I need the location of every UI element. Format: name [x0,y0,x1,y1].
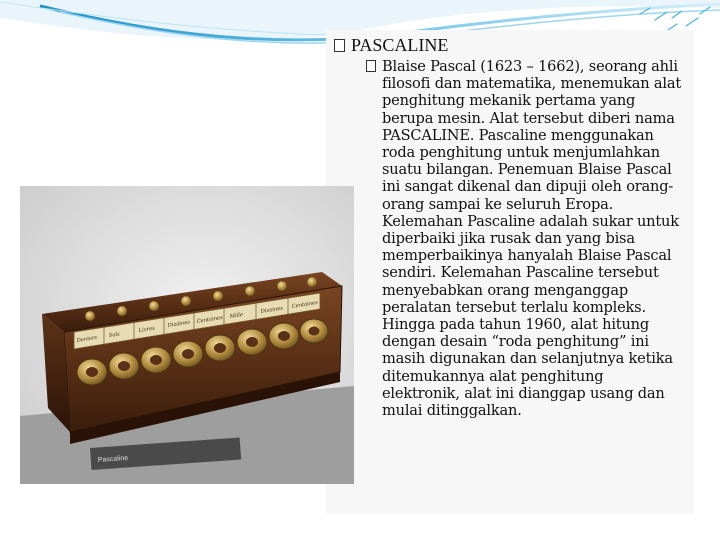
dial-wheel [109,353,139,379]
slide-heading [334,34,448,56]
dial-wheel [237,329,267,355]
dial-wheel [173,341,203,367]
museum-placard: Pascaline [97,454,129,464]
dial-label: Livres [138,325,156,334]
dial-wheel [300,319,328,343]
dial-label: Deniers [76,334,98,344]
dial-label: Dizaines [167,319,191,329]
body-paragraph: Blaise Pascal (1623 – 1662), seorang ahli filosofi dan matematika, menemukan alat penghitung mekanik pertama yang berupa mesin. Alat tersebut diberi nama PASCALINE. Pascaline menggunakan roda penghitung untuk menjumlahkan suatu bilangan. Penemuan Blaise Pascal ini sangat dikenal dan dipuji oleh orang-orang sampai ke seluruh Eropa. Kelemahan Pascaline adalah sukar untuk diperbaiki jika rusak dan yang bisa memperbaikinya hanyalah Blaise Pascal sendiri. Kelemahan Pascaline tersebut menyebabkan orang menganggap peralatan tersebut terlalu kompleks. Hingga pada tahun 1960, alat hitung dengan desain “roda penghitung” ini masih digunakan dan selanjutnya ketika ditemukannya alat penghitung elektronik, alat ini dianggap usang dan mulai ditinggalkan. [382,58,681,420]
slide-title: PASCALINE [351,34,449,55]
dial-label: Sols [108,331,121,339]
dial-wheel [269,323,299,349]
slide-body [366,58,684,419]
pascaline-photo [20,186,354,484]
bullet-box-icon [366,60,376,72]
dial-label: Centaines [291,299,319,310]
dial-label: Dizaines [260,305,284,315]
dial-wheel [205,335,235,361]
dial-wheel [141,347,171,373]
dial-label: Centaines [196,314,224,325]
dial-wheel [77,359,107,385]
dial-label: Mille [229,311,244,320]
bullet-box-icon [334,39,345,52]
